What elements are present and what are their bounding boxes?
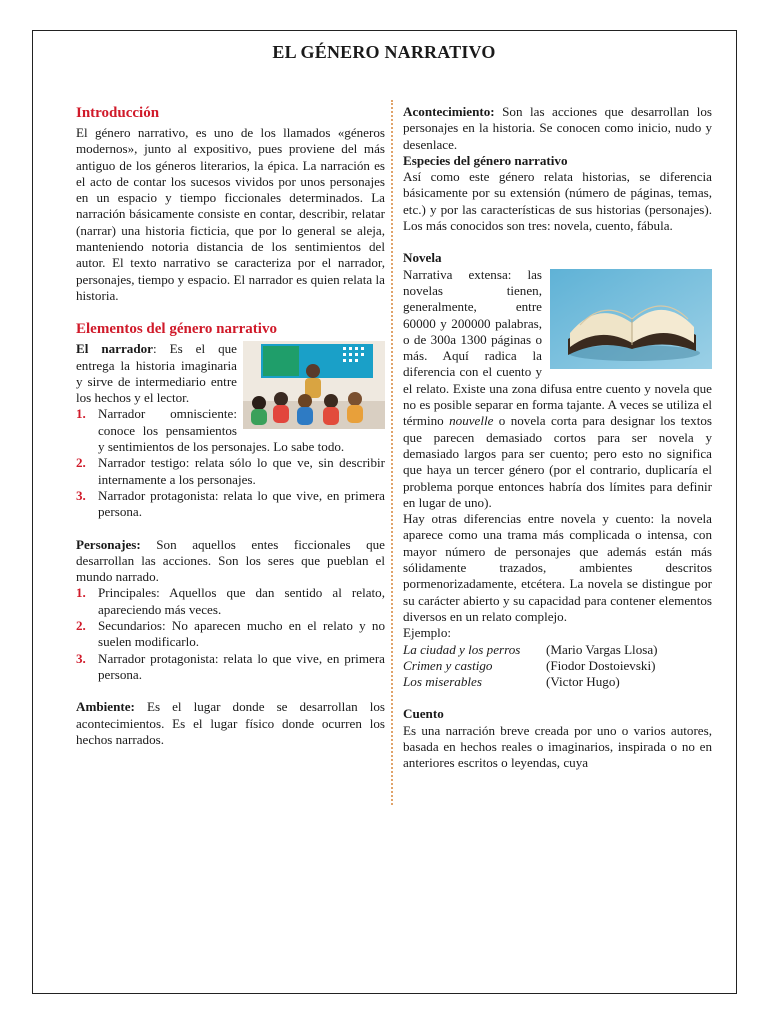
acontecimiento-text: Son las acciones que desarrollan los personajes en la historia. Se conocen como inicio, nudo y desenlace. [403, 104, 712, 152]
list-item: 2. Secundarios: No aparecen mucho en el relato y no suelen modificarlo. [76, 618, 385, 650]
novela-heading: Novela [403, 250, 442, 266]
acontecimiento-paragraph [403, 104, 712, 153]
open-book-image [550, 269, 712, 369]
list-item: 1. Narrador omnisciente: conoce los pensamientos y sentimientos de los personajes. Lo sabe todo. [76, 406, 345, 455]
personajes-lead: Personajes: [76, 536, 141, 552]
list-item: 1. Principales: Aquellos que dan sentido al relato, apareciendo más veces. [76, 585, 385, 617]
especies-heading: Especies del género narrativo [403, 152, 568, 168]
especies-text: Así como este género relata historias, se diferencia básicamente por su extensión (número de páginas, temas, etc.) y por las características de sus historias (personajes). Los más conocidos son tres: novela, cuento, fábula. [403, 169, 712, 234]
left-column [76, 104, 385, 748]
example-title: Crimen y castigo [403, 657, 493, 673]
ambiente-lead: Ambiente: [76, 699, 135, 715]
elements-heading: Elementos del género narrativo [76, 321, 277, 338]
example-author: (Fiodor Dostoievski) [546, 657, 656, 673]
narrador-types-list [76, 406, 385, 520]
ejemplo-label: Ejemplo: [403, 625, 452, 641]
example-title: Los miserables [403, 674, 482, 690]
nouvelle-term: nouvelle [449, 413, 494, 429]
intro-heading: Introducción [76, 105, 160, 121]
novela-text: Narrativa extensa: las novelas tienen, generalmente, entre 60000 y 200000 palabras, o de 300a 1300 páginas o más. Aquí radica la diferencia con el cuento y el relato. Existe una zona difusa entre cuento y novela que no es posible separar en forma tajante. A veces se utiliza el término nouvelle o novela corta para designar los textos que parecen demasiado cortos para ser novela y demasiado largos para ser cuento; pero esto no significa que haya un tercer género (por el contrario, duplicaría el problema porque entonces habría dos límites para definir en lugar de uno). [403, 266, 713, 510]
example-author: (Mario Vargas Llosa) [546, 641, 658, 657]
list-item: 3. Narrador protagonista: relata lo que vive, en primera persona. [76, 487, 385, 520]
example-title: La ciudad y los perros [403, 641, 521, 657]
right-column [403, 104, 712, 772]
example-author: (Victor Hugo) [546, 674, 620, 690]
ambiente-paragraph [76, 699, 385, 748]
column-divider [391, 100, 393, 805]
page-title: EL GÉNERO NARRATIVO [272, 42, 496, 62]
acontecimiento-lead: Acontecimiento: [403, 104, 495, 119]
personajes-text: Son aquellos entes ficcionales que desarrollan las acciones. Son los seres que pueblan el mundo narrado. [76, 536, 385, 585]
cuento-text: Es una narración breve creada por uno o varios autores, basada en hechos reales o imaginarios, inspirada o no en anteriores escritos o leyendas, cuya [403, 722, 712, 771]
examples-list [403, 642, 712, 691]
personajes-paragraph [76, 537, 385, 586]
narrador-lead: El narrador [76, 341, 153, 357]
list-item: 2. Narrador testigo: relata sólo lo que ve, sin describir internamente a los personajes. [76, 455, 385, 487]
cuento-heading: Cuento [403, 706, 444, 722]
intro-text: El género narrativo, es uno de los llamados «géneros modernos», junto al expositivo, pues proviene del más antiguo de los géneros literarios, la épica. La narración es el acto de contar los sucesos vividos por unos personajes en un espacio y tiempo ficcionales determinados. La narración básicamente consiste en contar, describir, relatar (narrar) una historia ficticia, que por lo general se aleja, manteniendo notoria distancia de los sentimientos del autor. El texto narrativo se caracteriza por el narrador, personajes, tiempo y espacio. El narrador es quien relata la historia. [76, 125, 385, 303]
narrador-text: : Es el que entrega la historia imaginaria y sirve de intermediario entre los hechos y el lector. [76, 341, 237, 406]
list-item: 3. Narrador protagonista: relata lo que vive, en primera persona. [76, 650, 385, 682]
personajes-types-list [76, 585, 385, 683]
novela-diferencias-text: Hay otras diferencias entre novela y cuento: la novela aparece como una trama más complicada o intensa, con mayor número de personajes que además están más sólidamente trazados, ambientes descritos pormenorizadamente, etcétera. La novela se distingue por su carácter abierto y su capacidad para contener elementos diversos en un relato complejo. [403, 511, 712, 624]
ambiente-text: Es el lugar donde se desarrollan los acontecimientos. Es el lugar físico donde ocurren los hechos narrados. [76, 699, 385, 747]
